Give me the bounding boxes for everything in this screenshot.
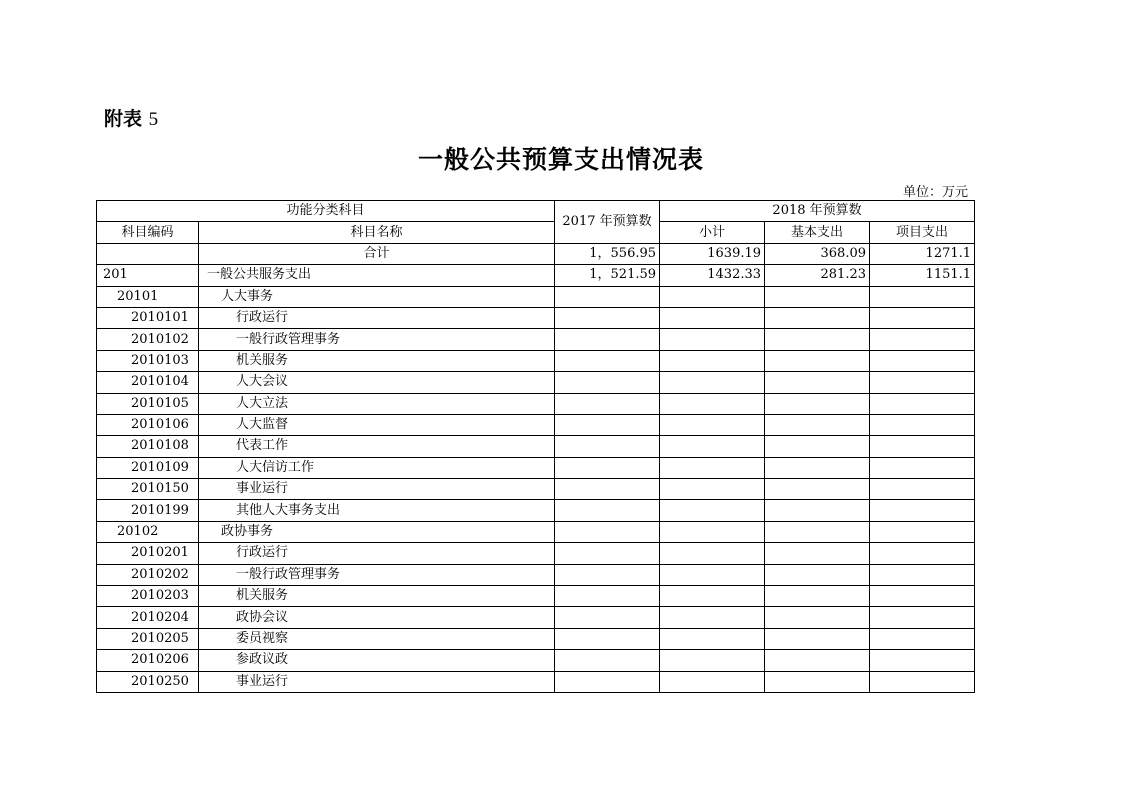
- cell-basic: [765, 479, 870, 500]
- cell-subtotal: [660, 650, 765, 671]
- header-basic: 基本支出: [765, 222, 870, 243]
- table-row: [97, 436, 975, 457]
- cell-project: [870, 521, 975, 542]
- cell-subtotal: [660, 393, 765, 414]
- cell-2017-budget: [555, 457, 660, 478]
- cell-subtotal: 1639.19: [660, 243, 765, 264]
- cell-basic: [765, 436, 870, 457]
- table-row: [97, 414, 975, 435]
- header-functional-category: 功能分类科目: [97, 201, 555, 222]
- table-row: [97, 479, 975, 500]
- table-row: [97, 265, 975, 286]
- cell-subtotal: [660, 372, 765, 393]
- cell-code: 20101: [97, 286, 199, 307]
- cell-code: 2010203: [97, 586, 199, 607]
- table-row: [97, 393, 975, 414]
- cell-code: 2010150: [97, 479, 199, 500]
- table-row: [97, 307, 975, 328]
- cell-name: 代表工作: [199, 436, 555, 457]
- cell-name: 参政议政: [199, 650, 555, 671]
- cell-2017-budget: [555, 564, 660, 585]
- cell-project: [870, 329, 975, 350]
- cell-name: 人大监督: [199, 414, 555, 435]
- cell-project: [870, 650, 975, 671]
- cell-2017-budget: 1，521.59: [555, 265, 660, 286]
- header-row-1: [97, 201, 975, 222]
- cell-project: [870, 307, 975, 328]
- cell-name: 行政运行: [199, 307, 555, 328]
- cell-code: 2010103: [97, 350, 199, 371]
- cell-name: 人大信访工作: [199, 457, 555, 478]
- cell-name: 合计: [199, 243, 555, 264]
- cell-code: 2010109: [97, 457, 199, 478]
- cell-name: 人大事务: [199, 286, 555, 307]
- cell-basic: [765, 372, 870, 393]
- header-2017-budget: 2017 年预算数: [555, 201, 660, 244]
- cell-subtotal: [660, 607, 765, 628]
- cell-subtotal: 1432.33: [660, 265, 765, 286]
- total-row: [97, 243, 975, 264]
- header-2018-budget: 2018 年预算数: [660, 201, 975, 222]
- cell-subtotal: [660, 671, 765, 692]
- table-row: [97, 457, 975, 478]
- cell-basic: [765, 414, 870, 435]
- cell-project: [870, 479, 975, 500]
- cell-2017-budget: [555, 307, 660, 328]
- cell-project: [870, 350, 975, 371]
- table-row: [97, 543, 975, 564]
- budget-table: [96, 200, 975, 693]
- cell-name: 机关服务: [199, 586, 555, 607]
- cell-2017-budget: [555, 628, 660, 649]
- cell-project: 1271.1: [870, 243, 975, 264]
- cell-code: 2010105: [97, 393, 199, 414]
- cell-2017-budget: [555, 479, 660, 500]
- cell-subtotal: [660, 414, 765, 435]
- cell-subtotal: [660, 628, 765, 649]
- cell-name: 委员视察: [199, 628, 555, 649]
- cell-project: [870, 671, 975, 692]
- cell-subtotal: [660, 286, 765, 307]
- cell-name: 事业运行: [199, 479, 555, 500]
- table-row: [97, 500, 975, 521]
- cell-subtotal: [660, 436, 765, 457]
- cell-2017-budget: [555, 671, 660, 692]
- cell-project: [870, 436, 975, 457]
- cell-subtotal: [660, 329, 765, 350]
- table-row: [97, 607, 975, 628]
- table-row: [97, 628, 975, 649]
- cell-basic: [765, 564, 870, 585]
- cell-2017-budget: [555, 414, 660, 435]
- cell-project: [870, 393, 975, 414]
- table-row: [97, 521, 975, 542]
- header-project: 项目支出: [870, 222, 975, 243]
- cell-basic: [765, 350, 870, 371]
- cell-2017-budget: [555, 372, 660, 393]
- cell-project: [870, 372, 975, 393]
- cell-project: [870, 543, 975, 564]
- cell-basic: 368.09: [765, 243, 870, 264]
- cell-name: 一般行政管理事务: [199, 564, 555, 585]
- table-row: [97, 650, 975, 671]
- cell-project: [870, 564, 975, 585]
- cell-name: 政协会议: [199, 607, 555, 628]
- cell-2017-budget: [555, 607, 660, 628]
- cell-project: [870, 457, 975, 478]
- cell-code: 2010108: [97, 436, 199, 457]
- cell-basic: [765, 628, 870, 649]
- cell-subtotal: [660, 479, 765, 500]
- cell-basic: [765, 543, 870, 564]
- cell-basic: [765, 671, 870, 692]
- cell-basic: [765, 500, 870, 521]
- header-name: 科目名称: [199, 222, 555, 243]
- cell-subtotal: [660, 521, 765, 542]
- cell-basic: [765, 607, 870, 628]
- cell-name: 一般行政管理事务: [199, 329, 555, 350]
- cell-name: 事业运行: [199, 671, 555, 692]
- header-subtotal: 小计: [660, 222, 765, 243]
- cell-subtotal: [660, 350, 765, 371]
- unit-label: 单位：万元: [902, 185, 968, 200]
- cell-code: 2010199: [97, 500, 199, 521]
- cell-basic: [765, 650, 870, 671]
- cell-basic: 281.23: [765, 265, 870, 286]
- cell-subtotal: [660, 543, 765, 564]
- cell-subtotal: [660, 457, 765, 478]
- cell-project: [870, 607, 975, 628]
- cell-basic: [765, 393, 870, 414]
- cell-code: 2010101: [97, 307, 199, 328]
- cell-code: 2010202: [97, 564, 199, 585]
- cell-2017-budget: [555, 521, 660, 542]
- header-code: 科目编码: [97, 222, 199, 243]
- cell-2017-budget: [555, 586, 660, 607]
- cell-code: 2010102: [97, 329, 199, 350]
- cell-name: 人大会议: [199, 372, 555, 393]
- cell-code: 2010201: [97, 543, 199, 564]
- table-row: [97, 564, 975, 585]
- cell-basic: [765, 586, 870, 607]
- cell-code: 2010206: [97, 650, 199, 671]
- cell-project: 1151.1: [870, 265, 975, 286]
- cell-2017-budget: [555, 543, 660, 564]
- cell-project: [870, 414, 975, 435]
- cell-name: 机关服务: [199, 350, 555, 371]
- cell-name: 人大立法: [199, 393, 555, 414]
- cell-project: [870, 500, 975, 521]
- cell-code: 2010104: [97, 372, 199, 393]
- cell-project: [870, 286, 975, 307]
- cell-2017-budget: [555, 500, 660, 521]
- cell-code: 2010106: [97, 414, 199, 435]
- cell-basic: [765, 457, 870, 478]
- cell-basic: [765, 307, 870, 328]
- page-title: 一般公共预算支出情况表: [417, 145, 704, 174]
- cell-2017-budget: [555, 393, 660, 414]
- cell-code: 2010250: [97, 671, 199, 692]
- table-row: [97, 372, 975, 393]
- attachment-label: [104, 104, 158, 131]
- cell-2017-budget: [555, 350, 660, 371]
- attachment-number: 5: [148, 109, 159, 130]
- cell-name: 政协事务: [199, 521, 555, 542]
- cell-2017-budget: [555, 650, 660, 671]
- cell-code: 2010205: [97, 628, 199, 649]
- cell-subtotal: [660, 307, 765, 328]
- cell-code: [97, 243, 199, 264]
- table-row: [97, 671, 975, 692]
- table-row: [97, 350, 975, 371]
- table-row: [97, 286, 975, 307]
- cell-basic: [765, 286, 870, 307]
- cell-subtotal: [660, 564, 765, 585]
- cell-subtotal: [660, 500, 765, 521]
- cell-name: 行政运行: [199, 543, 555, 564]
- cell-code: 20102: [97, 521, 199, 542]
- table-row: [97, 586, 975, 607]
- attachment-prefix: 附表: [104, 108, 143, 130]
- cell-project: [870, 628, 975, 649]
- cell-2017-budget: [555, 436, 660, 457]
- cell-subtotal: [660, 586, 765, 607]
- cell-project: [870, 586, 975, 607]
- cell-2017-budget: [555, 286, 660, 307]
- table-row: [97, 329, 975, 350]
- cell-2017-budget: [555, 329, 660, 350]
- header-row-2: [97, 222, 975, 243]
- cell-name: 一般公共服务支出: [199, 265, 555, 286]
- cell-basic: [765, 521, 870, 542]
- cell-2017-budget: 1，556.95: [555, 243, 660, 264]
- cell-code: 2010204: [97, 607, 199, 628]
- cell-code: 201: [97, 265, 199, 286]
- cell-basic: [765, 329, 870, 350]
- cell-name: 其他人大事务支出: [199, 500, 555, 521]
